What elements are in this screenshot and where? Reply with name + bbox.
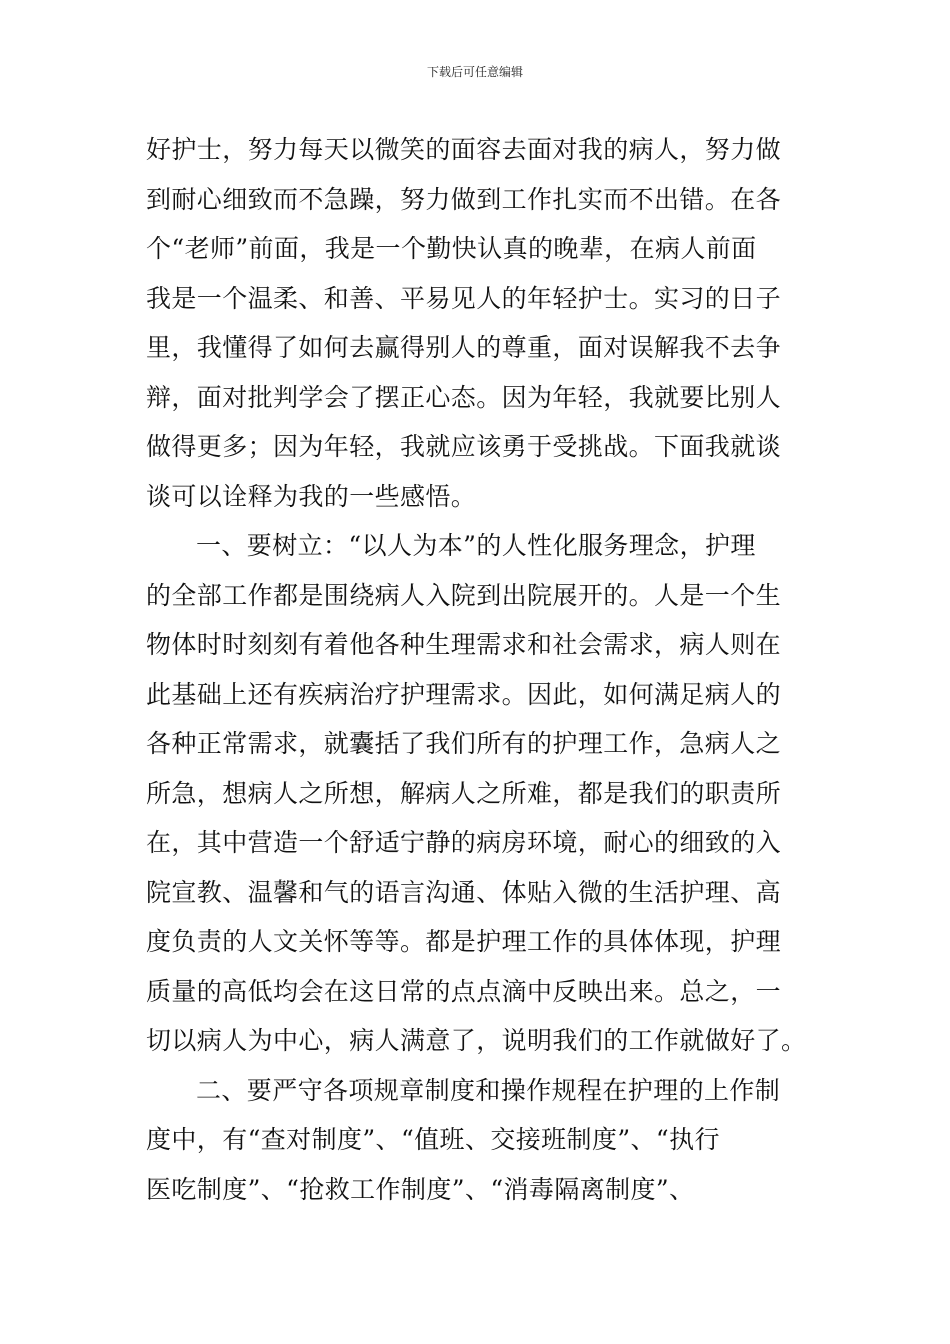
text-line: 我是一个温柔、和善、平易见人的年轻护士。实习的日子 — [146, 283, 782, 313]
text-line: 的全部工作都是围绕病人入院到出院展开的。人是一个生 — [146, 580, 782, 610]
text-line: 医吃制度”、“抢救工作制度”、“消毒隔离制度”、 — [146, 1174, 695, 1204]
text-line: 质量的高低均会在这日常的点点滴中反映出来。总之，一 — [146, 976, 782, 1006]
text-line: 个“老师”前面，我是一个勤快认真的晚辈，在病人前面 — [146, 234, 757, 263]
text-line: 度中，有“查对制度”、“值班、交接班制度”、“执行 — [146, 1125, 720, 1154]
text-line: 院宣教、温馨和气的语言沟通、体贴入微的生活护理、高 — [146, 877, 782, 907]
text-line: 好护士，努力每天以微笑的面容去面对我的病人，努力做 — [146, 135, 782, 164]
text-line: 物体时时刻刻有着他各种生理需求和社会需求，病人则在 — [146, 630, 782, 659]
text-line: 做得更多；因为年轻，我就应该勇于受挑战。下面我就谈 — [146, 432, 782, 461]
text-line: 各种正常需求，就囊括了我们所有的护理工作，急病人之 — [146, 729, 782, 758]
text-line: 里，我懂得了如何去赢得别人的尊重，面对误解我不去争 — [146, 333, 782, 362]
text-line: 度负责的人文关怀等等。都是护理工作的具体体现，护理 — [146, 927, 782, 956]
text-line: 辩，面对批判学会了摆正心态。因为年轻，我就要比别人 — [146, 382, 782, 412]
text-line: 在，其中营造一个舒适宁静的病房环境，耐心的细致的入 — [146, 828, 782, 857]
page-header: 下载后可任意编辑 — [426, 65, 523, 79]
document-body — [146, 125, 816, 1214]
text-line: 到耐心细致而不急躁，努力做到工作扎实而不出错。在各 — [146, 184, 782, 214]
paragraph-first-line: 二、要严守各项规章制度和操作规程在护理的上作制 — [196, 1075, 781, 1105]
text-line: 谈可以诠释为我的一些感悟。 — [146, 481, 477, 511]
text-line: 所急，想病人之所想，解病人之所难，都是我们的职责所 — [146, 778, 782, 808]
text-line: 切以病人为中心，病人满意了，说明我们的工作就做好了。 — [146, 1026, 807, 1055]
text-line: 此基础上还有疾病治疗护理需求。因此，如何满足病人的 — [146, 679, 782, 709]
paragraph-first-line: 一、要树立：“以人为本”的人性化服务理念，护理 — [196, 531, 756, 560]
